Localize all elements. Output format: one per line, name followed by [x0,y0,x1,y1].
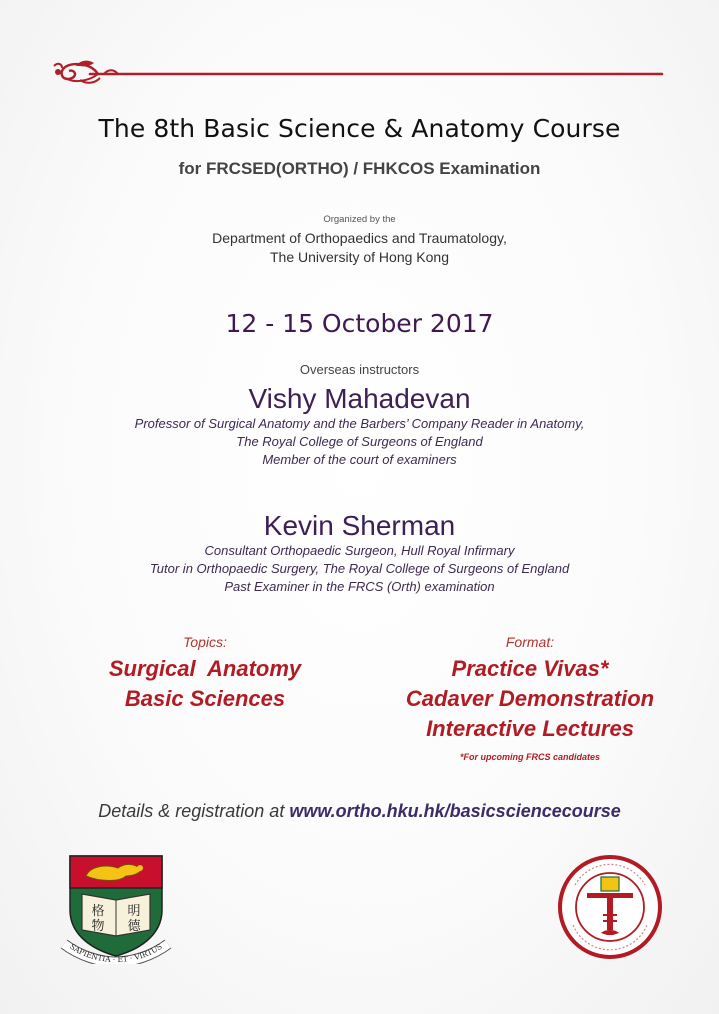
format-footnote: *For upcoming FRCS candidates [459,752,600,762]
hku-char: 物 [91,919,105,934]
department-line-2: The University of Hong Kong [270,249,449,265]
course-title: The 8th Basic Science & Anatomy Course [98,114,621,143]
format-item: Interactive Lectures [426,716,634,741]
instructor-name: Kevin Sherman [263,510,456,541]
department-block [0,229,719,267]
format-item: Practice Vivas* [451,656,609,681]
hku-char: 德 [127,919,141,934]
format-item: Cadaver Demonstration [405,686,655,711]
credential-line: Past Examiner in the FRCS (Orth) examination [224,579,495,594]
topic-item: Basic Sciences [124,686,286,711]
hku-char: 明 [127,904,141,919]
format-list [390,654,670,744]
topics-list [80,654,330,714]
hku-char: 格 [91,904,105,919]
credential-line: The Royal College of Surgeons of England [236,434,483,449]
instructor-name: Vishy Mahadevan [248,383,471,414]
credential-line: Member of the court of examiners [262,452,457,467]
registration-link[interactable]: www.ortho.hku.hk/basicsciencecourse [289,801,621,821]
hku-motto: SAPIENTIA · ET · VIRTUS [68,941,164,964]
hku-crest-logo [60,852,172,964]
department-line-1: Department of Orthopaedics and Traumatology, [212,230,507,246]
flourish-divider [50,58,670,84]
registration-details [0,801,719,822]
course-dates: 12 - 15 October 2017 [225,309,494,338]
ortho-department-seal [555,855,665,960]
topic-item: Surgical Anatomy [108,656,302,681]
overseas-instructors-label: Overseas instructors [299,362,420,377]
credential-line: Tutor in Orthopaedic Surgery, The Royal College of Surgeons of England [149,561,570,576]
instructor-credentials [0,415,719,469]
instructor-credentials [0,542,719,596]
organized-by-label: Organized by the [323,214,396,225]
topics-heading: Topics: [183,634,227,650]
credential-line: Consultant Orthopaedic Surgeon, Hull Royal Infirmary [204,543,515,558]
details-prefix: Details & registration at [98,801,290,821]
format-heading: Format: [505,634,555,650]
credential-line: Professor of Surgical Anatomy and the Barbers’ Company Reader in Anatomy, [134,416,585,431]
course-subtitle: for FRCSED(ORTHO) / FHKCOS Examination [178,159,541,178]
